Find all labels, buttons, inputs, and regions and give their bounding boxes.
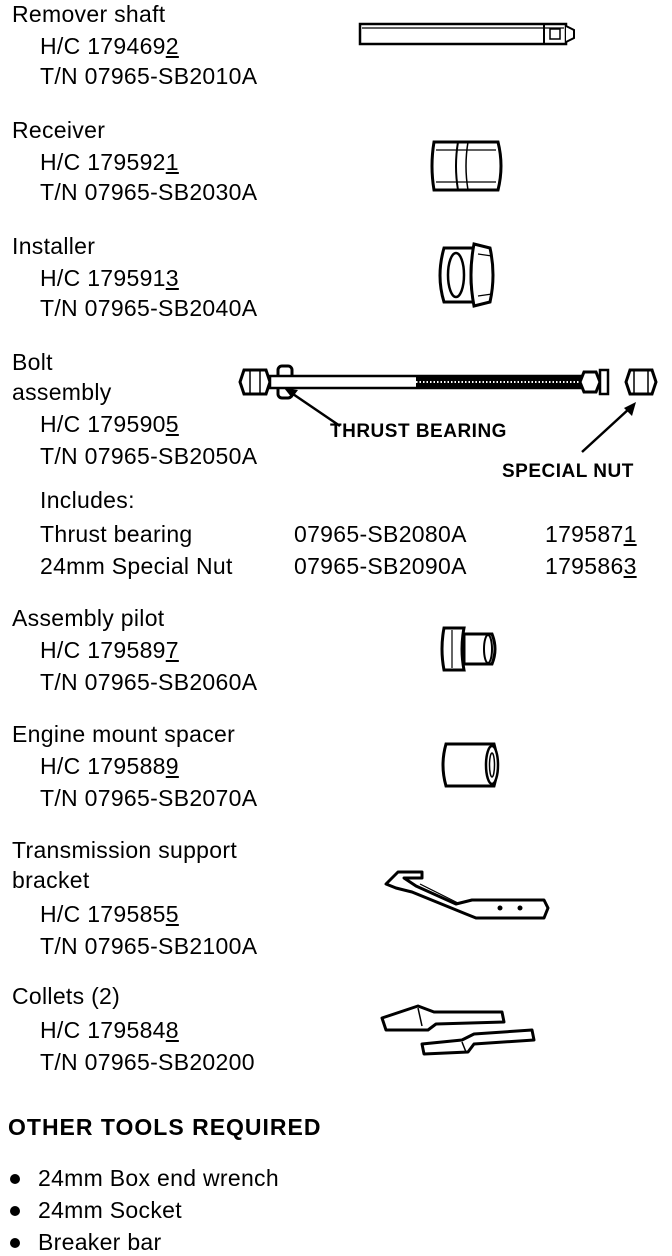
other-tool-item: 24mm Socket [38, 1197, 182, 1223]
collets-drawing [378, 996, 542, 1066]
other-tool-item: 24mm Box end wrench [38, 1165, 279, 1191]
tool-name: Collets (2) [12, 983, 121, 1009]
tool-name: Engine mount spacer [12, 721, 236, 747]
bullet-icon [10, 1174, 20, 1184]
tool-name-cont: bracket [12, 867, 90, 893]
tn-number: T/N 07965-SB20200 [40, 1049, 255, 1075]
include-desc: 24mm Special Nut [40, 553, 233, 579]
tn-number: T/N 07965-SB2070A [40, 785, 258, 811]
hc-number: H/C 1795855 [40, 901, 179, 927]
tn-number: T/N 07965-SB2060A [40, 669, 258, 695]
includes-label: Includes: [40, 487, 135, 513]
hc-number: H/C 1794692 [40, 33, 179, 59]
receiver-drawing [428, 136, 508, 196]
tn-number: T/N 07965-SB2030A [40, 179, 258, 205]
include-tn: 07965-SB2090A [294, 553, 467, 579]
hc-number: H/C 1795921 [40, 149, 179, 175]
tn-number: T/N 07965-SB2040A [40, 295, 258, 321]
remover-shaft-drawing [358, 20, 580, 50]
include-hc: 1795863 [545, 553, 637, 579]
include-hc: 1795871 [545, 521, 637, 547]
hc-number: H/C 1795848 [40, 1017, 179, 1043]
tn-number: T/N 07965-SB2010A [40, 63, 258, 89]
transmission-bracket-drawing [380, 858, 556, 930]
assembly-pilot-drawing [438, 624, 504, 674]
thrust-bearing-label: THRUST BEARING [330, 421, 507, 442]
bullet-icon [10, 1206, 20, 1216]
tn-number: T/N 07965-SB2050A [40, 443, 258, 469]
tn-number: T/N 07965-SB2100A [40, 933, 258, 959]
special-nut-label: SPECIAL NUT [502, 461, 634, 482]
hc-number: H/C 1795913 [40, 265, 179, 291]
include-desc: Thrust bearing [40, 521, 193, 547]
engine-mount-spacer-drawing [438, 740, 508, 790]
hc-number: H/C 1795889 [40, 753, 179, 779]
other-tool-item: Breaker bar [38, 1229, 162, 1255]
tool-name: Assembly pilot [12, 605, 165, 631]
tool-name: Remover shaft [12, 1, 166, 27]
installer-drawing [434, 240, 498, 310]
other-tools-heading: OTHER TOOLS REQUIRED [8, 1114, 322, 1140]
tool-name-cont: assembly [12, 379, 112, 405]
tool-name: Receiver [12, 117, 106, 143]
tool-name: Bolt [12, 349, 53, 375]
include-tn: 07965-SB2080A [294, 521, 467, 547]
hc-number: H/C 1795905 [40, 411, 179, 437]
bullet-icon [10, 1238, 20, 1248]
tool-name: Transmission support [12, 837, 238, 863]
tool-name: Installer [12, 233, 96, 259]
hc-number: H/C 1795897 [40, 637, 179, 663]
special-nut-arrow [574, 398, 644, 458]
